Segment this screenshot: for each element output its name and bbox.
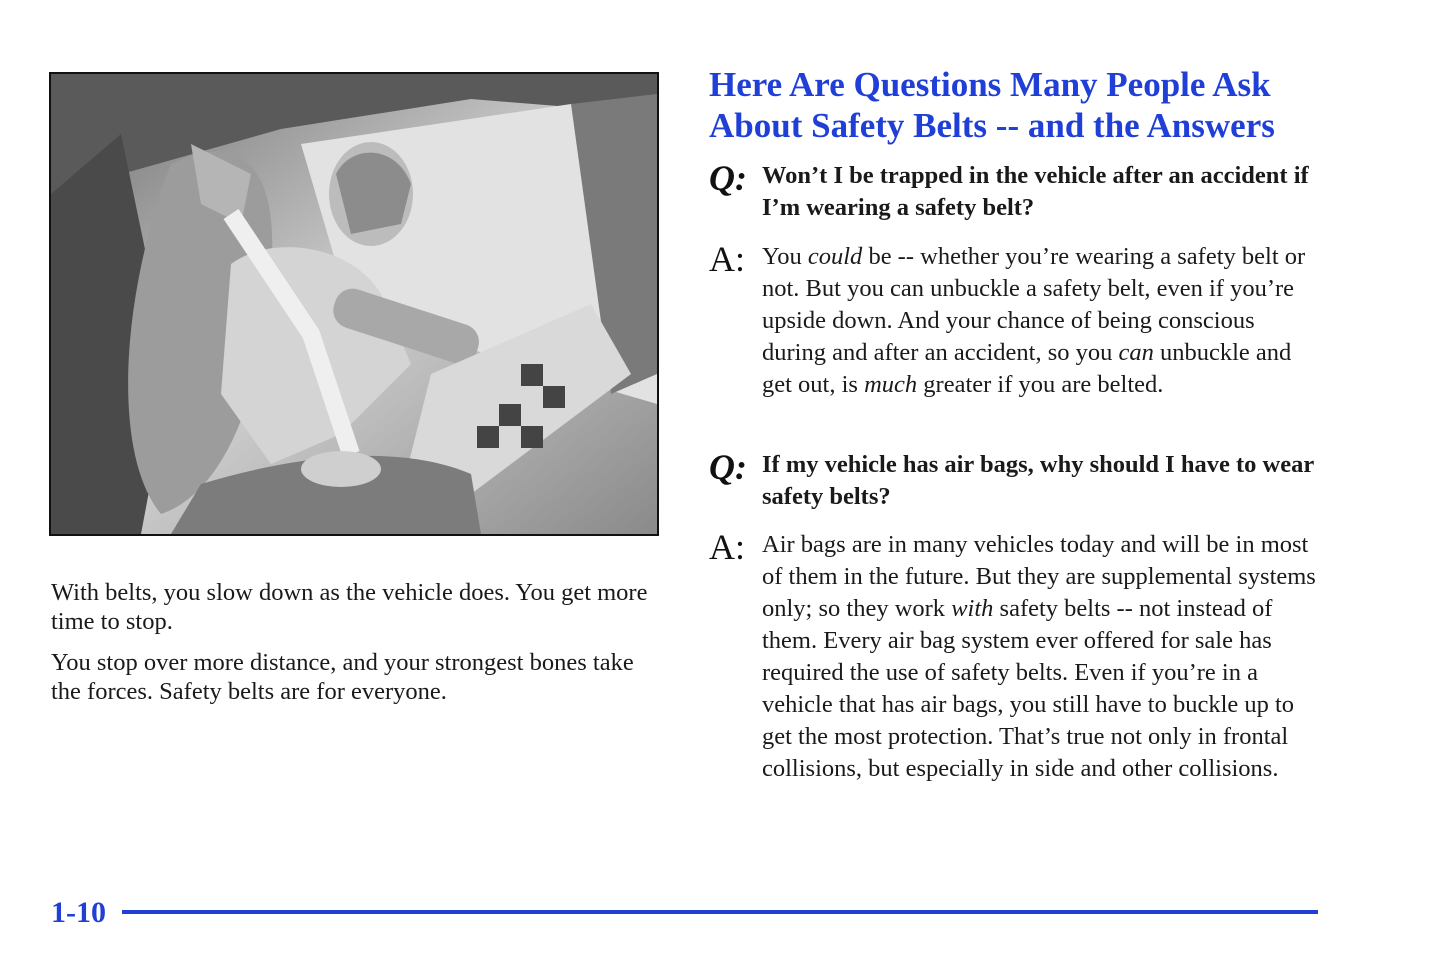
footer-rule <box>122 910 1318 914</box>
answer-1 <box>709 241 1349 401</box>
caption-paragraph-1: With belts, you slow down as the vehicle does. You get more time to stop. <box>51 579 648 635</box>
answer-1-emphasis-could: could <box>807 243 863 270</box>
section-heading <box>709 64 1389 146</box>
answer-1-segment: greater if you are belted. <box>917 371 1164 398</box>
answer-marker: A: <box>709 239 745 279</box>
page-number: 1-10 <box>51 896 106 929</box>
question-2 <box>709 449 1349 513</box>
answer-2-segment: safety belts -- not instead of them. Every air bag system ever offered for sale has required the use of safety belts. Even if you’re in a vehicle that has air bags, you still have to buckle up to get the most protection. That’s true not only in frontal collisions, but especially in side and other collisions. <box>762 595 1295 782</box>
question-marker: Q: <box>709 447 747 487</box>
answer-1-emphasis-can: can <box>1118 339 1154 366</box>
question-2-text: If my vehicle has air bags, why should I have to wear safety belts? <box>762 451 1314 510</box>
answer-2-emphasis-with: with <box>951 595 994 622</box>
answer-marker: A: <box>709 527 745 567</box>
answer-2-text <box>762 529 1322 785</box>
answer-1-emphasis-much: much <box>864 371 918 398</box>
photo-caption-text <box>51 578 661 718</box>
heading-line-2: About Safety Belts -- and the Answers <box>709 106 1275 145</box>
answer-2-segment: Air bags are in many vehicles today and will be in most of them in the future. But they are supplemental systems only; so they work <box>762 531 1316 622</box>
question-1-text: Won’t I be trapped in the vehicle after an accident if I’m wearing a safety belt? <box>762 162 1309 221</box>
heading-line-1: Here Are Questions Many People Ask <box>709 65 1271 104</box>
crash-test-dummy-illustration <box>51 74 657 534</box>
question-marker: Q: <box>709 158 747 198</box>
caption-paragraph-2: You stop over more distance, and your strongest bones take the forces. Safety belts are for everyone. <box>51 649 634 705</box>
answer-1-text <box>762 241 1322 401</box>
answer-1-segment: be -- whether you’re wearing a safety belt or not. But you can unbuckle a safety belt, even if you’re upside down. And your chance of being conscious during and after an accident, so you <box>762 243 1306 366</box>
question-1 <box>709 160 1349 224</box>
answer-2 <box>709 529 1349 785</box>
answer-1-segment: You <box>762 243 808 270</box>
crash-test-photo <box>49 72 659 536</box>
answer-1-segment: unbuckle and get out, is <box>762 339 1292 398</box>
